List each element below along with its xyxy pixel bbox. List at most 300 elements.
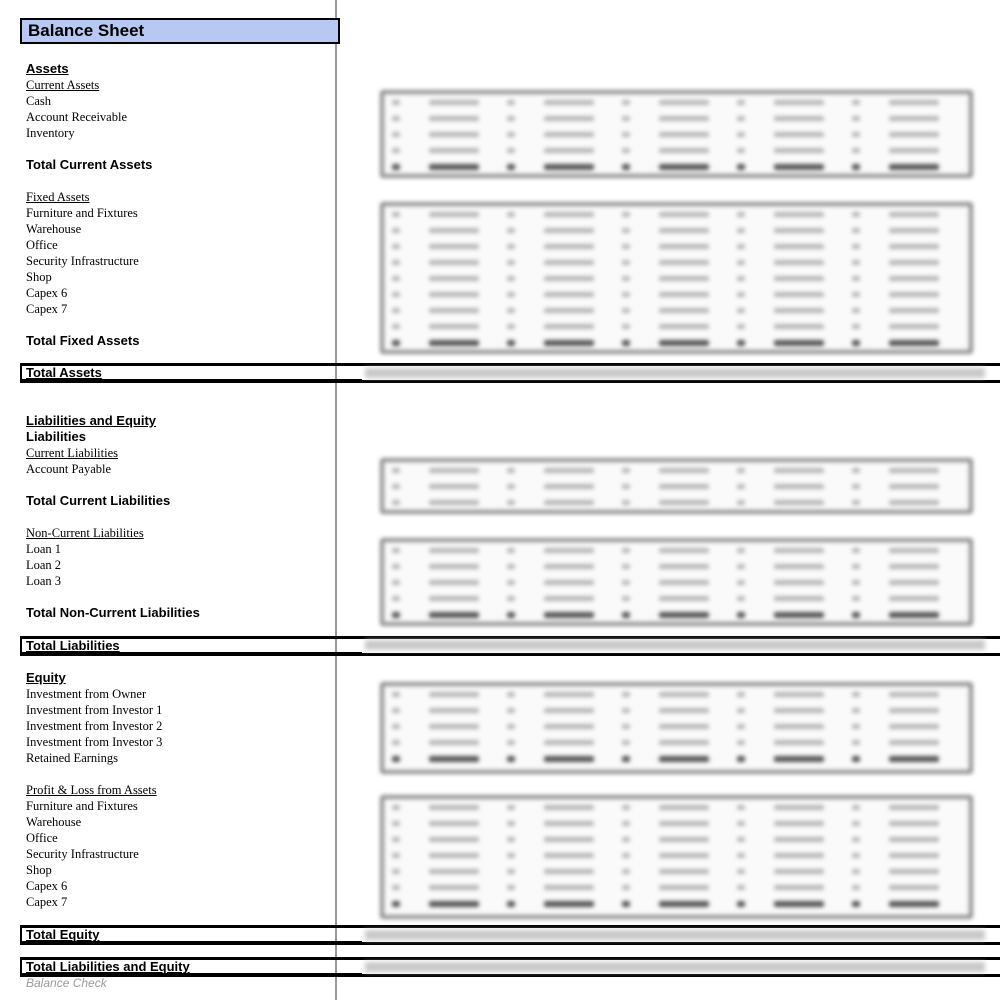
liabilities-equity-header: Liabilities and Equity <box>26 413 157 428</box>
row-label: Cash <box>26 94 51 108</box>
blurred-cell <box>852 132 860 137</box>
blurred-cell <box>659 260 709 265</box>
blurred-cell <box>392 596 400 601</box>
blurred-cell <box>659 821 709 826</box>
blurred-cell <box>622 853 630 858</box>
blurred-cell <box>737 148 745 153</box>
blurred-cell <box>889 324 939 329</box>
blurred-cell <box>852 276 860 281</box>
blurred-cell <box>507 756 515 762</box>
blurred-cell <box>507 853 515 858</box>
blurred-cell <box>544 148 594 153</box>
blurred-cell <box>392 260 400 265</box>
blurred-cell <box>622 500 630 505</box>
blurred-cell <box>392 116 400 121</box>
blurred-cell <box>622 468 630 473</box>
blurred-cell <box>737 260 745 265</box>
blurred-cell <box>659 885 709 890</box>
blurred-cell <box>622 276 630 281</box>
blurred-cell <box>659 724 709 729</box>
blurred-cell <box>507 132 515 137</box>
total-liab-equity-label: Total Liabilities and Equity <box>26 959 190 974</box>
blurred-cell <box>544 580 594 585</box>
blurred-cell <box>852 244 860 249</box>
blurred-cell <box>889 821 939 826</box>
total-assets-values <box>365 368 985 378</box>
blurred-cell <box>774 340 824 346</box>
blurred-cell <box>544 340 594 346</box>
blurred-cell <box>622 260 630 265</box>
blurred-cell <box>659 132 709 137</box>
blurred-cell <box>622 596 630 601</box>
blurred-cell <box>852 164 860 170</box>
blurred-cell <box>544 596 594 601</box>
blurred-cell <box>852 837 860 842</box>
blurred-cell <box>737 756 745 762</box>
blurred-cell <box>507 901 515 907</box>
blurred-cell <box>392 724 400 729</box>
blurred-cell <box>852 292 860 297</box>
blurred-cell <box>622 132 630 137</box>
blurred-cell <box>507 596 515 601</box>
blurred-cell <box>429 821 479 826</box>
blurred-cell <box>392 340 400 346</box>
blurred-cell <box>852 692 860 697</box>
blurred-cell <box>392 692 400 697</box>
blurred-cell <box>507 885 515 890</box>
blurred-cell <box>507 837 515 842</box>
blurred-cell <box>544 260 594 265</box>
blurred-cell <box>507 580 515 585</box>
blurred-cell <box>774 468 824 473</box>
blurred-cell <box>429 869 479 874</box>
blurred-cell <box>852 468 860 473</box>
blurred-cell <box>429 340 479 346</box>
blurred-cell <box>774 885 824 890</box>
blurred-cell <box>622 484 630 489</box>
blurred-cell <box>737 885 745 890</box>
blurred-cell <box>429 164 479 170</box>
blurred-cell <box>737 837 745 842</box>
row-label: Capex 6 <box>26 286 68 300</box>
row-label: Loan 1 <box>26 542 62 556</box>
blurred-cell <box>659 612 709 618</box>
blurred-cell <box>774 708 824 713</box>
blurred-cell <box>622 292 630 297</box>
blurred-cell <box>507 212 515 217</box>
total-liab-equity-values <box>365 962 985 972</box>
blurred-cell <box>507 292 515 297</box>
blurred-cell <box>392 756 400 762</box>
total-equity-values <box>365 930 985 940</box>
blurred-cell <box>659 308 709 313</box>
blurred-cell <box>852 548 860 553</box>
blurred-cell <box>544 853 594 858</box>
blurred-cell <box>544 821 594 826</box>
blurred-cell <box>889 805 939 810</box>
assets-header: Assets <box>26 61 69 76</box>
blurred-cell <box>737 901 745 907</box>
blurred-cell <box>659 837 709 842</box>
blurred-cell <box>507 484 515 489</box>
blurred-cell <box>429 292 479 297</box>
blurred-cell <box>659 212 709 217</box>
blurred-cell <box>889 692 939 697</box>
blurred-cell <box>544 869 594 874</box>
blurred-cell <box>622 692 630 697</box>
blurred-cell <box>429 885 479 890</box>
blurred-cell <box>429 100 479 105</box>
blurred-cell <box>659 692 709 697</box>
blurred-cell <box>889 228 939 233</box>
blurred-cell <box>429 276 479 281</box>
blurred-cell <box>774 324 824 329</box>
blurred-cell <box>544 164 594 170</box>
row-label: Shop <box>26 270 52 284</box>
blurred-cell <box>737 612 745 618</box>
blurred-cell <box>737 276 745 281</box>
blurred-cell <box>429 244 479 249</box>
blurred-cell <box>774 308 824 313</box>
blurred-cell <box>507 116 515 121</box>
blurred-cell <box>737 548 745 553</box>
blurred-cell <box>392 468 400 473</box>
blurred-cell <box>737 484 745 489</box>
blurred-cell <box>622 212 630 217</box>
noncurrent-liabilities-values <box>380 538 973 626</box>
blurred-cell <box>622 116 630 121</box>
blurred-cell <box>622 612 630 618</box>
blurred-cell <box>659 564 709 569</box>
blurred-cell <box>774 612 824 618</box>
blurred-cell <box>659 148 709 153</box>
blurred-cell <box>889 724 939 729</box>
blurred-cell <box>392 901 400 907</box>
blurred-cell <box>429 468 479 473</box>
blurred-cell <box>774 484 824 489</box>
blurred-cell <box>659 116 709 121</box>
blurred-cell <box>737 116 745 121</box>
blurred-cell <box>774 564 824 569</box>
blurred-cell <box>852 853 860 858</box>
row-label: Retained Earnings <box>26 751 118 765</box>
blurred-cell <box>544 468 594 473</box>
balance-check-label: Balance Check <box>26 976 107 990</box>
blurred-cell <box>774 837 824 842</box>
blurred-cell <box>852 885 860 890</box>
blurred-cell <box>852 901 860 907</box>
blurred-cell <box>889 756 939 762</box>
blurred-cell <box>852 724 860 729</box>
blurred-cell <box>659 901 709 907</box>
blurred-cell <box>889 740 939 745</box>
blurred-cell <box>429 580 479 585</box>
blurred-cell <box>889 484 939 489</box>
blurred-cell <box>507 308 515 313</box>
blurred-cell <box>544 500 594 505</box>
blurred-cell <box>774 116 824 121</box>
blurred-cell <box>622 564 630 569</box>
blurred-cell <box>622 228 630 233</box>
blurred-cell <box>392 853 400 858</box>
liabilities-header: Liabilities <box>26 429 86 444</box>
blurred-cell <box>774 132 824 137</box>
blurred-cell <box>852 340 860 346</box>
blurred-cell <box>737 324 745 329</box>
row-label: Warehouse <box>26 815 82 829</box>
blurred-cell <box>659 484 709 489</box>
blurred-cell <box>544 708 594 713</box>
blurred-cell <box>544 805 594 810</box>
blurred-cell <box>429 212 479 217</box>
blurred-cell <box>507 869 515 874</box>
blurred-cell <box>659 740 709 745</box>
blurred-cell <box>774 244 824 249</box>
fixed-assets-values <box>380 202 973 354</box>
blurred-cell <box>774 228 824 233</box>
blurred-cell <box>774 724 824 729</box>
blurred-cell <box>889 260 939 265</box>
blurred-cell <box>392 740 400 745</box>
row-label: Warehouse <box>26 222 82 236</box>
blurred-cell <box>622 837 630 842</box>
blurred-cell <box>429 805 479 810</box>
blurred-cell <box>659 100 709 105</box>
row-label: Furniture and Fixtures <box>26 206 138 220</box>
column-divider <box>335 0 337 1000</box>
blurred-cell <box>737 596 745 601</box>
blurred-cell <box>544 724 594 729</box>
blurred-cell <box>852 484 860 489</box>
blurred-cell <box>659 324 709 329</box>
blurred-cell <box>544 837 594 842</box>
blurred-cell <box>889 596 939 601</box>
blurred-cell <box>429 228 479 233</box>
blurred-cell <box>544 308 594 313</box>
row-label: Security Infrastructure <box>26 254 139 268</box>
blurred-cell <box>852 116 860 121</box>
blurred-cell <box>507 468 515 473</box>
blurred-cell <box>737 740 745 745</box>
blurred-cell <box>392 612 400 618</box>
blurred-cell <box>544 548 594 553</box>
blurred-cell <box>889 708 939 713</box>
blurred-cell <box>774 740 824 745</box>
blurred-cell <box>392 837 400 842</box>
equity-header: Equity <box>26 670 66 685</box>
blurred-cell <box>392 548 400 553</box>
blurred-cell <box>429 308 479 313</box>
blurred-cell <box>429 837 479 842</box>
row-label: Investment from Investor 2 <box>26 719 163 733</box>
row-label: Capex 7 <box>26 302 68 316</box>
blurred-cell <box>622 885 630 890</box>
blurred-cell <box>737 692 745 697</box>
blurred-cell <box>889 164 939 170</box>
blurred-cell <box>544 692 594 697</box>
blurred-cell <box>852 100 860 105</box>
blurred-cell <box>507 244 515 249</box>
total-equity-label: Total Equity <box>26 927 100 942</box>
blurred-cell <box>852 708 860 713</box>
blurred-cell <box>737 805 745 810</box>
blurred-cell <box>659 805 709 810</box>
blurred-cell <box>774 164 824 170</box>
blurred-cell <box>507 100 515 105</box>
current-assets-values <box>380 90 973 178</box>
current-liabilities-values <box>380 458 973 514</box>
blurred-cell <box>392 805 400 810</box>
pl-assets-values <box>380 795 973 919</box>
blurred-cell <box>852 596 860 601</box>
blurred-cell <box>429 692 479 697</box>
blurred-cell <box>659 468 709 473</box>
blurred-cell <box>507 228 515 233</box>
blurred-cell <box>737 292 745 297</box>
blurred-cell <box>622 308 630 313</box>
row-label: Office <box>26 831 58 845</box>
blurred-cell <box>392 500 400 505</box>
blurred-cell <box>852 260 860 265</box>
blurred-cell <box>544 212 594 217</box>
blurred-cell <box>392 100 400 105</box>
blurred-cell <box>852 612 860 618</box>
row-label: Inventory <box>26 126 75 140</box>
total-current-liabilities-label: Total Current Liabilities <box>26 493 171 508</box>
blurred-cell <box>852 500 860 505</box>
blurred-cell <box>774 805 824 810</box>
blurred-cell <box>507 340 515 346</box>
blurred-cell <box>889 500 939 505</box>
total-assets-label: Total Assets <box>26 365 102 380</box>
row-label: Loan 2 <box>26 558 62 572</box>
blurred-cell <box>622 340 630 346</box>
blurred-cell <box>737 100 745 105</box>
blurred-cell <box>737 853 745 858</box>
blurred-cell <box>544 901 594 907</box>
total-fixed-assets-label: Total Fixed Assets <box>26 333 140 348</box>
blurred-cell <box>544 100 594 105</box>
blurred-cell <box>737 724 745 729</box>
blurred-cell <box>429 484 479 489</box>
blurred-cell <box>507 148 515 153</box>
blurred-cell <box>737 821 745 826</box>
blurred-cell <box>429 548 479 553</box>
blurred-cell <box>774 821 824 826</box>
blurred-cell <box>622 756 630 762</box>
blurred-cell <box>622 724 630 729</box>
blurred-cell <box>852 756 860 762</box>
blurred-cell <box>507 164 515 170</box>
blurred-cell <box>544 564 594 569</box>
blurred-cell <box>507 564 515 569</box>
blurred-cell <box>774 260 824 265</box>
blurred-cell <box>774 692 824 697</box>
blurred-cell <box>889 580 939 585</box>
blurred-cell <box>889 869 939 874</box>
blurred-cell <box>507 612 515 618</box>
fixed-assets-header: Fixed Assets <box>26 190 90 204</box>
row-label: Account Payable <box>26 462 112 476</box>
sheet-title: Balance Sheet <box>20 18 340 44</box>
row-label: Investment from Owner <box>26 687 147 701</box>
blurred-cell <box>507 324 515 329</box>
blurred-cell <box>429 132 479 137</box>
blurred-cell <box>889 612 939 618</box>
blurred-cell <box>889 292 939 297</box>
blurred-cell <box>737 212 745 217</box>
total-liabilities-label: Total Liabilities <box>26 638 120 653</box>
blurred-cell <box>429 564 479 569</box>
blurred-cell <box>889 132 939 137</box>
blurred-cell <box>429 500 479 505</box>
blurred-cell <box>544 324 594 329</box>
blurred-cell <box>544 756 594 762</box>
blurred-cell <box>737 708 745 713</box>
blurred-cell <box>429 596 479 601</box>
blurred-cell <box>774 148 824 153</box>
blurred-cell <box>507 740 515 745</box>
blurred-cell <box>544 292 594 297</box>
blurred-cell <box>507 805 515 810</box>
blurred-cell <box>429 708 479 713</box>
blurred-cell <box>622 324 630 329</box>
blurred-cell <box>889 116 939 121</box>
blurred-cell <box>429 740 479 745</box>
blurred-cell <box>737 580 745 585</box>
blurred-cell <box>392 324 400 329</box>
blurred-cell <box>659 228 709 233</box>
blurred-cell <box>737 468 745 473</box>
blurred-cell <box>889 468 939 473</box>
blurred-cell <box>659 708 709 713</box>
blurred-cell <box>622 708 630 713</box>
blurred-cell <box>737 564 745 569</box>
row-label: Shop <box>26 863 52 877</box>
blurred-cell <box>429 724 479 729</box>
blurred-cell <box>544 276 594 281</box>
row-label: Loan 3 <box>26 574 62 588</box>
blurred-cell <box>507 276 515 281</box>
blurred-cell <box>622 805 630 810</box>
blurred-cell <box>889 564 939 569</box>
blurred-cell <box>852 580 860 585</box>
blurred-cell <box>659 869 709 874</box>
blurred-cell <box>392 164 400 170</box>
blurred-cell <box>737 869 745 874</box>
blurred-cell <box>774 869 824 874</box>
blurred-cell <box>429 901 479 907</box>
blurred-cell <box>852 324 860 329</box>
blurred-cell <box>392 228 400 233</box>
blurred-cell <box>889 100 939 105</box>
total-current-assets-label: Total Current Assets <box>26 157 153 172</box>
blurred-cell <box>429 148 479 153</box>
blurred-cell <box>659 853 709 858</box>
blurred-cell <box>737 164 745 170</box>
blurred-cell <box>737 340 745 346</box>
blurred-cell <box>852 212 860 217</box>
blurred-cell <box>429 260 479 265</box>
blurred-cell <box>774 901 824 907</box>
blurred-cell <box>737 228 745 233</box>
blurred-cell <box>507 724 515 729</box>
blurred-cell <box>392 564 400 569</box>
blurred-cell <box>774 580 824 585</box>
blurred-cell <box>774 853 824 858</box>
blurred-cell <box>392 132 400 137</box>
blurred-cell <box>852 740 860 745</box>
